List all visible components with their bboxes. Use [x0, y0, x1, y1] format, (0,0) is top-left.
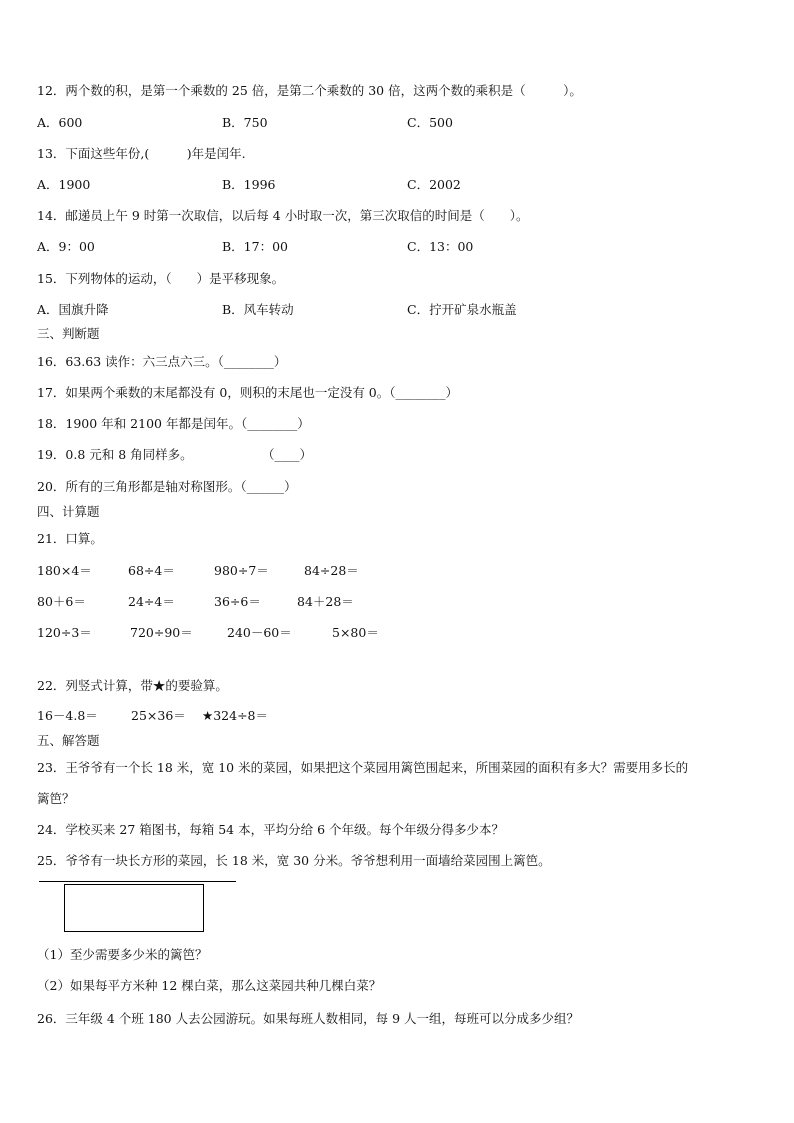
oral-item: 180×4＝ [37, 563, 92, 578]
q15-option-c: C．拧开矿泉水瓶盖 [407, 302, 517, 317]
question-16: 16．63.63 读作：六三点六三。（________） [37, 354, 287, 369]
q12-option-b: B．750 [222, 115, 268, 130]
vertical-calc-item: 25×36＝ [131, 708, 186, 723]
oral-item: 120÷3＝ [37, 625, 92, 640]
oral-item: 68÷4＝ [128, 563, 175, 578]
oral-item: 24÷4＝ [128, 594, 175, 609]
garden-rectangle [64, 884, 204, 932]
q13-option-a: A．1900 [37, 177, 91, 192]
question-25-part-1: （1）至少需要多少米的篱笆？ [37, 947, 208, 962]
question-26: 26．三年级 4 个班 180 人去公园游玩。如果每班人数相同，每 9 人一组，每班可以分成多少组？ [37, 1011, 580, 1026]
oral-item: 720÷90＝ [130, 625, 193, 640]
oral-item: 80＋6＝ [37, 594, 86, 609]
q14-option-a: A．9：00 [37, 239, 95, 254]
q13-option-b: B．1996 [222, 177, 276, 192]
oral-item: 980÷7＝ [214, 563, 269, 578]
q15-option-a: A．国旗升降 [37, 302, 109, 317]
oral-item: 5×80＝ [332, 625, 379, 640]
q12-option-c: C．500 [407, 115, 453, 130]
oral-item: 240－60＝ [227, 625, 292, 640]
question-25-part-2: （2）如果每平方米种 12 棵白菜，那么这菜园共种几棵白菜？ [37, 978, 382, 993]
vertical-calc-item: 16－4.8＝ [37, 708, 98, 723]
question-24: 24．学校买来 27 箱图书，每箱 54 本，平均分给 6 个年级。每个年级分得多少本？ [37, 822, 505, 837]
q12-option-a: A．600 [37, 115, 83, 130]
question-19: 19．0.8 元和 8 角同样多。 [37, 447, 193, 462]
question-19-blank: （____） [262, 447, 313, 462]
vertical-calc-item: ★324÷8＝ [202, 708, 268, 723]
question-17: 17．如果两个乘数的末尾都没有 0，则积的末尾也一定没有 0。（________） [37, 385, 459, 400]
oral-item: 84＋28＝ [297, 594, 354, 609]
section-title-calculation: 四、计算题 [37, 504, 100, 519]
question-23: 23．王爷爷有一个长 18 米，宽 10 米的菜园，如果把这个菜园用篱笆围起来，所围菜园的面积有多大？需要用多长的 [37, 760, 689, 775]
question-21: 21．口算。 [37, 531, 103, 546]
q14-option-c: C．13：00 [407, 239, 474, 254]
question-23-continued: 篱笆？ [37, 791, 75, 806]
question-18: 18．1900 年和 2100 年都是闰年。（________） [37, 416, 310, 431]
oral-item: 36÷6＝ [214, 594, 261, 609]
question-15: 15．下列物体的运动，（ ）是平移现象。 [37, 271, 285, 286]
q14-option-b: B．17：00 [222, 239, 288, 254]
wall-line [39, 881, 236, 882]
q13-option-c: C．2002 [407, 177, 461, 192]
oral-item: 84÷28＝ [304, 563, 359, 578]
question-12: 12．两个数的积，是第一个乘数的 25 倍，是第二个乘数的 30 倍，这两个数的乘积是（ ）。 [37, 83, 582, 98]
question-25: 25．爷爷有一块长方形的菜园，长 18 米，宽 30 分米。爷爷想利用一面墙给菜园围上篱笆。 [37, 853, 551, 868]
question-14: 14．邮递员上午 9 时第一次取信，以后每 4 小时取一次，第三次取信的时间是（ ）。 [37, 208, 529, 223]
question-20: 20．所有的三角形都是轴对称图形。（______） [37, 479, 297, 494]
q15-option-b: B．风车转动 [222, 302, 294, 317]
section-title-judgement: 三、判断题 [37, 326, 100, 341]
section-title-word-problems: 五、解答题 [37, 733, 100, 748]
question-22: 22．列竖式计算，带★的要验算。 [37, 678, 228, 693]
question-13: 13．下面这些年份,( )年是闰年. [37, 146, 246, 161]
